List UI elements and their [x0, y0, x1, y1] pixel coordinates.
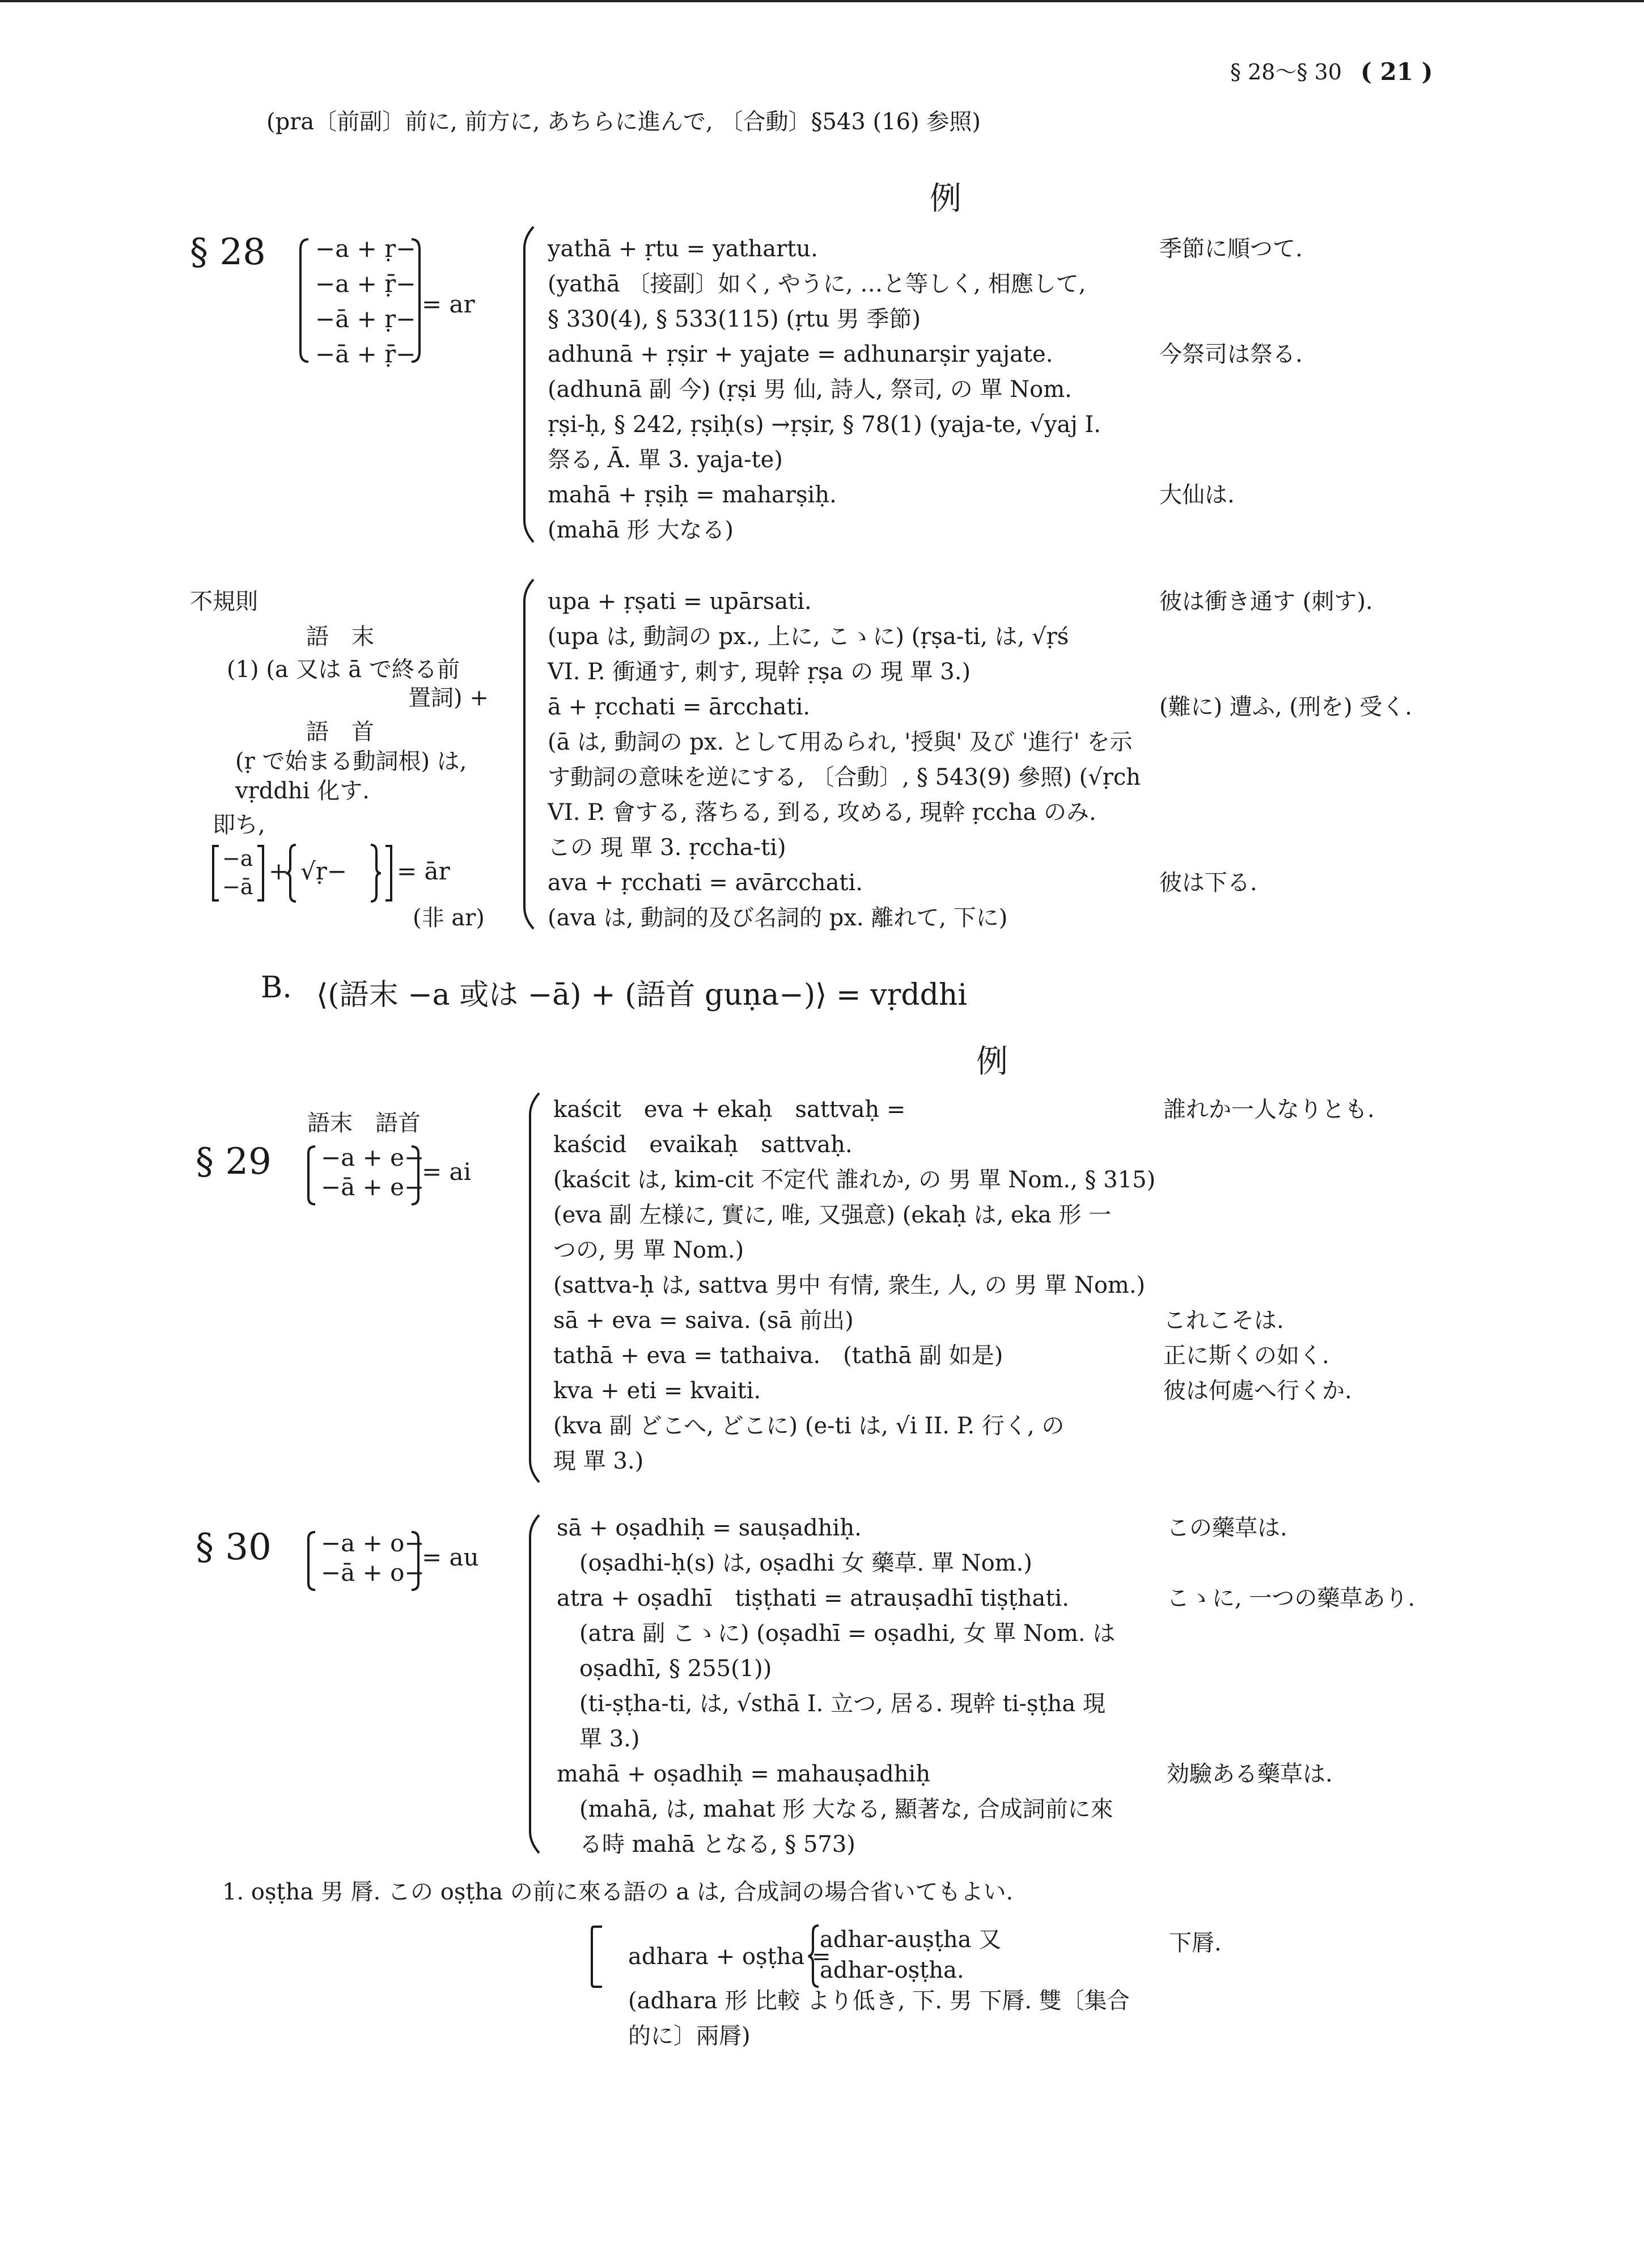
example-line: mahā + oṣadhiḥ = mahauṣadhiḥ: [557, 1761, 931, 1787]
example-line: yathā + ṛtu = yathartu.: [548, 236, 818, 262]
s28-rule: −a + ṛ−: [315, 235, 416, 263]
footnote-note: (adhara 形 比較 より低き, 下. 男 下脣. 雙〔集合: [628, 1988, 1130, 2014]
example-line: atra + oṣadhī tiṣṭhati = atrauṣadhī tiṣṭhati.: [557, 1585, 1069, 1611]
example-line: (ava は, 動詞的及び名詞的 px. 離れて, 下に): [548, 905, 1008, 931]
irr-outer-right-bracket: [384, 845, 393, 902]
example-line: (upa は, 動詞の px., 上に, こゝに) (ṛṣa-ti, は, √ṛś: [548, 624, 1069, 650]
s29-right-bracket: [410, 1145, 421, 1205]
example-line: kva + eti = kvaiti.: [553, 1378, 761, 1404]
s30-rule: −ā + o−: [321, 1559, 425, 1586]
irr-formula-plus: +: [269, 857, 289, 885]
irr-formula-aa: −ā: [222, 874, 253, 899]
section-28-label: § 28: [190, 231, 266, 273]
example-line: ā + ṛcchati = ārcchati.: [548, 694, 811, 720]
example-line: (oṣadhi-ḥ(s) は, oṣadhi 女 藥草. 單 Nom.): [579, 1550, 1032, 1576]
example-line: tathā + eva = tathaiva. (tathā 副 如是): [553, 1343, 1003, 1369]
s29-example-bracket: [524, 1092, 541, 1483]
section-b-rule: ⟨(語末 −a 或は −ā) + (語首 guṇa−)⟩ = vṛddhi: [316, 978, 968, 1012]
s30-right-bracket: [410, 1531, 421, 1591]
footnote-lhs: adhara + oṣṭha =: [628, 1944, 831, 1970]
irr-formula-root: √ṛ−: [300, 857, 348, 885]
irregular-text: 置詞) +: [408, 685, 489, 711]
translation: 彼は下る.: [1159, 870, 1257, 896]
irregular-title: 不規則: [190, 589, 258, 615]
irr-right-bracket: [256, 845, 265, 902]
example-line: sā + eva = saiva. (sā 前出): [553, 1308, 854, 1334]
example-line: mahā + ṛṣiḥ = maharṣiḥ.: [548, 482, 837, 508]
example-line: sā + oṣadhiḥ = sauṣadhiḥ.: [557, 1515, 862, 1541]
s28-examples: [548, 231, 1101, 548]
example-line: つの, 男 單 Nom.): [553, 1237, 744, 1263]
irregular-text: 語 首: [306, 719, 374, 745]
top-note: (pra〔前副〕前に, 前方に, あちらに進んで, 〔合動〕§543 (16) 参照): [266, 109, 981, 135]
irr-formula-result: = ār: [397, 857, 450, 885]
irregular-text: 即ち,: [213, 812, 265, 838]
example-line: (eva 副 左様に, 實に, 唯, 又强意) (ekaḥ は, eka 形 一: [553, 1202, 1112, 1228]
translation: 季節に順つて.: [1159, 236, 1303, 262]
s29-rule: −a + e−: [321, 1144, 425, 1171]
s28-rule: −a + ṝ−: [315, 270, 416, 298]
s28-left-paren: [299, 238, 311, 363]
example-line: この 現 單 3. ṛccha-ti): [548, 835, 786, 861]
page-top-rule: [0, 0, 1644, 2]
example-line: 祭る, Ā. 單 3. yaja-te): [548, 447, 783, 473]
s30-left-bracket: [306, 1531, 316, 1591]
irregular-text: vṛddhi 化す.: [235, 778, 370, 804]
irregular-text: 語 末: [306, 624, 374, 650]
example-line: (kva 副 どこへ, どこに) (e-ti は, √i II. P. 行く, の: [553, 1413, 1065, 1439]
s28-rule: −ā + ṝ−: [315, 340, 416, 368]
example-line: (sattva-ḥ は, sattva 男中 有情, 衆生, 人, の 男 單 Nom.): [553, 1272, 1146, 1298]
translation: これこそは.: [1163, 1308, 1284, 1334]
footnote-option: adhar-oṣṭha.: [820, 1957, 964, 1983]
irr-example-bracket: [519, 578, 536, 930]
example-line: る時 mahā となる, § 573): [579, 1831, 855, 1857]
footnote-outer-bracket: [591, 1926, 603, 1988]
translation: (難に) 遭ふ, (刑を) 受く.: [1159, 694, 1412, 720]
translation: 下脣.: [1169, 1930, 1222, 1956]
s30-examples: [557, 1510, 1115, 1862]
example-line: (mahā, は, mahat 形 大なる, 顯著な, 合成詞前に來: [579, 1796, 1113, 1822]
s29-rule: −ā + e−: [321, 1173, 425, 1201]
irr-left-bracket: [211, 845, 220, 902]
example-heading: 例: [976, 1043, 1008, 1080]
s30-example-bracket: [524, 1514, 541, 1854]
example-heading: 例: [930, 180, 961, 217]
footnote-option: adhar-auṣṭha 又: [820, 1927, 1002, 1953]
example-line: 單 3.): [579, 1726, 640, 1752]
example-line: (ti-ṣṭha-ti, は, √sthā I. 立つ, 居る. 現幹 ti-ṣṭha 現: [579, 1691, 1105, 1717]
example-line: ava + ṛcchati = avārcchati.: [548, 870, 863, 896]
s28-result: = ar: [422, 290, 475, 318]
s29-result: = ai: [422, 1158, 472, 1186]
translation: 彼は衝き通す (刺す).: [1159, 589, 1373, 615]
example-line: kaścid evaikaḥ sattvaḥ.: [553, 1132, 853, 1158]
example-line: (yathā 〔接副〕如く, やうに, …と等しく, 相應して,: [548, 271, 1086, 297]
irr-right-brace: [368, 844, 382, 903]
footnote-text: 1. oṣṭha 男 脣. この oṣṭha の前に來る語の a は, 合成詞の場合省いてもよい.: [222, 1879, 1014, 1905]
s28-rules: [315, 231, 416, 372]
s28-example-bracket: [519, 226, 536, 543]
s28-right-paren: [409, 238, 421, 363]
translation: 誰れか一人なりとも.: [1163, 1097, 1375, 1123]
example-line: § 330(4), § 533(115) (ṛtu 男 季節): [548, 306, 921, 332]
s29-examples: [553, 1092, 1155, 1479]
header-range: § 28～§ 30: [1230, 60, 1342, 84]
example-line: (kaścit は, kim-cit 不定代 誰れか, の 男 單 Nom., § 315): [553, 1167, 1156, 1193]
example-line: VI. P. 衝通す, 刺す, 現幹 ṛṣa の 現 單 3.): [548, 659, 971, 685]
translation: 効驗ある藥草は.: [1167, 1761, 1333, 1787]
s30-rule: −a + o−: [321, 1529, 425, 1557]
s29-rules: [321, 1143, 424, 1202]
s28-rule: −ā + ṛ−: [315, 305, 416, 333]
s29-left-bracket: [306, 1145, 316, 1205]
translation: 大仙は.: [1159, 482, 1235, 508]
example-line: (adhunā 副 今) (ṛṣi 男 仙, 詩人, 祭司, の 單 Nom.: [548, 376, 1072, 403]
example-line: kaścit eva + ekaḥ sattvaḥ =: [553, 1097, 906, 1123]
irr-left-brace: [285, 844, 298, 903]
example-line: VI. P. 會する, 落ちる, 到る, 攻める, 現幹 ṛccha のみ.: [548, 799, 1096, 826]
translation: 正に斯くの如く.: [1163, 1343, 1329, 1369]
translation: 今祭司は祭る.: [1159, 341, 1303, 367]
irr-formula-a: −a: [222, 846, 253, 871]
s30-result: = au: [422, 1543, 479, 1571]
translation: こゝに, 一つの藥草あり.: [1167, 1585, 1416, 1611]
example-line: す動詞の意味を逆にする, 〔合動〕, § 543(9) 參照) (√ṛch: [548, 764, 1141, 790]
footnote-brace: [807, 1924, 820, 1988]
example-line: ṛṣi-ḥ, § 242, ṛṣiḥ(s) →ṛṣir, § 78(1) (yaja-te, √yaj I.: [548, 412, 1101, 438]
translation: 彼は何處へ行くか.: [1163, 1378, 1352, 1404]
example-line: 現 單 3.): [553, 1448, 644, 1474]
s30-rules: [321, 1529, 425, 1588]
page-number: ( 21 ): [1361, 58, 1433, 86]
example-line: oṣadhī, § 255(1)): [579, 1656, 772, 1682]
s29-head: 語末 語首: [307, 1110, 421, 1136]
example-line: (ā は, 動詞の px. として用ゐられ, '授與' 及び '進行' を示: [548, 729, 1133, 755]
example-line: (atra 副 こゝに) (oṣadhī = oṣadhi, 女 單 Nom. は: [579, 1620, 1116, 1647]
footnote-note: 的に〕兩脣): [628, 2023, 751, 2049]
section-30-label: § 30: [196, 1526, 272, 1568]
example-line: (mahā 形 大なる): [548, 517, 734, 543]
translation: この藥草は.: [1167, 1515, 1287, 1541]
section-29-label: § 29: [196, 1141, 272, 1183]
example-line: upa + ṛṣati = upārsati.: [548, 589, 812, 615]
example-line: adhunā + ṛṣir + yajate = adhunarṣir yajate.: [548, 341, 1053, 367]
irregular-text: (1) (a 又は ā で終る前: [227, 657, 460, 683]
irregular-text: (ṛ で始まる動詞根) は,: [235, 748, 467, 775]
irr-note: (非 ar): [413, 905, 485, 931]
irr-examples: [548, 584, 1141, 936]
section-b-label: B.: [261, 971, 292, 1005]
